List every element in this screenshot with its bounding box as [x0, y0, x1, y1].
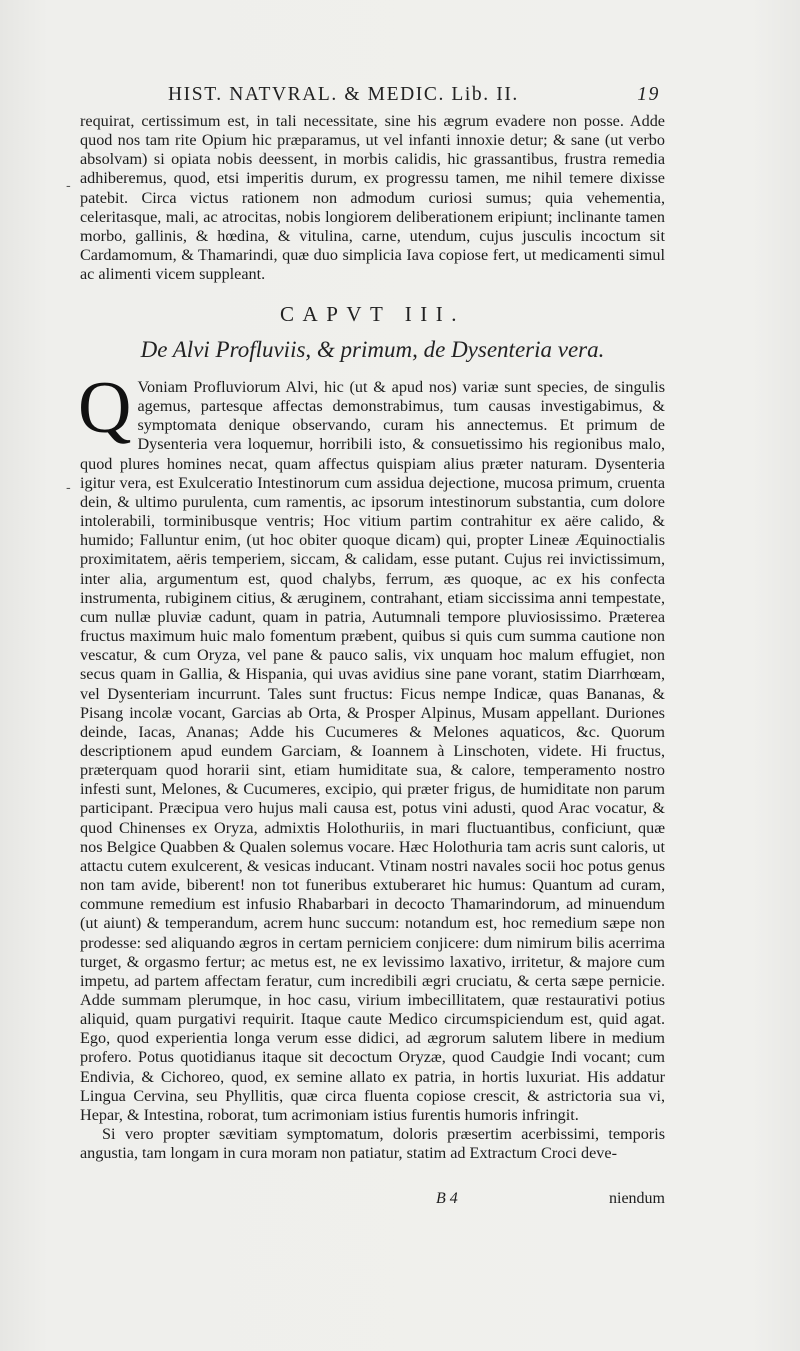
chapter-subtitle: De Alvi Profluviis, & primum, de Dysenteria vera.: [140, 337, 605, 362]
drop-cap: Q: [78, 367, 132, 449]
page-footer: [80, 1190, 665, 1212]
top-paragraph: requirat, certissimum est, in tali necessitate, sine his ægrum evadere non posse. Adde quod nos tam rite Opium hic præparamus, ut vel infanti innoxie detur; & sane (ut verbo absolvam) si opiata nobis deessent, in morbis calidis, hic grassantibus, frustra remedia adhiberemus, quod, etsi imperitis durum, ex progressu tamen, me nihil temere dixisse patebit. Circa victus rationem non admodum curiosi sumus; quia vehementia, celeritasque, mali, ac atrocitas, nobis longiorem deliberationem eripiunt; inclinante tamen morbo, gallinis, & hœdina, & vitulina, carne, utendum, cujus jusculis incoctum sit Cardamomum, & Thamarindi, quæ duo simplicia Iava copiose fert, ut medicamenti simul ac alimenti vicem suppleant.: [80, 112, 665, 284]
running-header: [150, 84, 660, 106]
main-text-block: [78, 367, 665, 1163]
page-number: 19: [637, 84, 660, 105]
signature-mark: B 4: [436, 1190, 458, 1207]
catchword: niendum: [609, 1190, 665, 1207]
main-paragraph-text: Voniam Profluviorum Alvi, hic (ut & apud nos) variæ sunt species, de singulis agemus, partesque affectas demonstrabimus, tum causas investigabimus, & symptomata denique observando, curam his annectemus. Et primum de Dysenteria vera loquemur, horribili isto, & consuetissimo his regionibus malo, quod plures homines necat, quam affectus quispiam alius præter naturam. Dysenteria igitur vera, est Exulceratio Intestinorum cum assidua dejectione, mucosa primum, cruenta dein, & ultimo purulenta, cum ramentis, ac ipsorum intestinorum substantia, cum dolore intolerabili, torminibusque ventris; Hoc vitium partim contrahitur ex aëre calido, & humido; Falluntur enim, (ut hoc obiter quoque dicam) qui, propter Lineæ Æquinoctialis proximitatem, aëris temperiem, siccam, & calidam, esse putant. Cujus rei invictissimum, inter alia, argumentum est, quod chalybs, ferrum, æs quoque, ac ex his confecta instrumenta, rubiginem citius, & æruginem, contrahant, etiam siccissima anni tempestate, cum nullæ pluviæ cadunt, quam in patria, Autumnali tempore pluviosissimo. Præterea fructus maximum huic malo fomentum præbent, quibus si quis cum summa cautione non vescatur, & cum Oryza, vel pane & pauco salis, vix unquam hoc malum effugiet, non secus quam in Gallia, & Hispania, qui uvas avidius sine pane vorant, statim Diarrhœam, vel Dysenteriam incurrunt. Tales sunt fructus: Ficus nempe Indicæ, quas Bananas, & Pisang incolæ vocant, Garcias ab Orta, & Prosper Alpinus, Musam appellant. Duriones deinde, Iacas, Ananas; Adde his Cucumeres & Melones aquaticos, &c. Quorum descriptionem apud eundem Garciam, & Ioannem à Linschoten, videte. Hi fructus, præterquam quod horarii sint, etiam humiditate sua, & calore, temperamento nostro infesti sunt, Melones, & Cucumeres, excipio, qui præter frigus, de humiditate non parum participant. Præcipua vero hujus mali causa est, potus vini adusti, quod Arac vocatur, & quod Chinenses ex Oryza, admixtis Holothuriis, in mari fluctuantibus, conficiunt, quæ nos Belgice Quabben & Qualen solemus vocare. Hæc Holothuria tam acris sunt caloris, ut attactu cutem exulcerent, & vesicas inducant. Vtinam nostri navales socii hoc potus genus non tam avide, biberent! non tot funeribus extuberaret hic humus: Quantum ad curam, commune remedium est infusio Rhabarbari in decocto Thamarindorum, ad minuendum (ut aiunt) & temperandum, acrem hunc succum: notandum est, hoc remedium sæpe non prodesse: sed aliquando ægros in certam perniciem conjicere: dum nimirum bilis acerrima turget, & orgasmo fertur; ac metus est, ne ex levissimo laxativo, irritetur, & majore cum impetu, ad partem affectam feratur, cum incredibili ægri cruciatu, & certa sæpe pernicie. Adde summam plerumque, in hoc casu, virium imbecillitatem, quæ restaurativi potius aliquid, quam purgativi requirit. Itaque caute Medico circumspiciendum est, quid agat. Ego, quod experientia longa verum esse didici, ad ægrorum salutem libere in medium profero. Potus quotidianus itaque sit decoctum Oryzæ, quod Caudgie Indi vocant; cum Endivia, & Cichoreo, quod, ex semine allato ex patria, in hortis luxuriat. His addatur Lingua Cervina, seu Phyllitis, quæ circa fluenta copiose crescit, & astrictoria sua vi, Hepar, & Intestina, roborat, tum acrimoniam istius furentis humoris infringit.: [80, 378, 665, 1124]
last-paragraph: Si vero propter sævitiam symptomatum, doloris præsertim acerbissimi, temporis angustia, tam longam in cura moram non patiatur, statim ad Extractum Croci deve-: [80, 1125, 665, 1163]
running-title: HIST. NATVRAL. & MEDIC. Lib. II.: [168, 84, 519, 105]
main-paragraph: [78, 367, 665, 1125]
margin-tick-mark: -: [66, 178, 71, 194]
top-text-block: [80, 112, 665, 284]
margin-tick-mark: -: [66, 480, 71, 496]
chapter-title: CAPVT III.: [280, 302, 465, 326]
